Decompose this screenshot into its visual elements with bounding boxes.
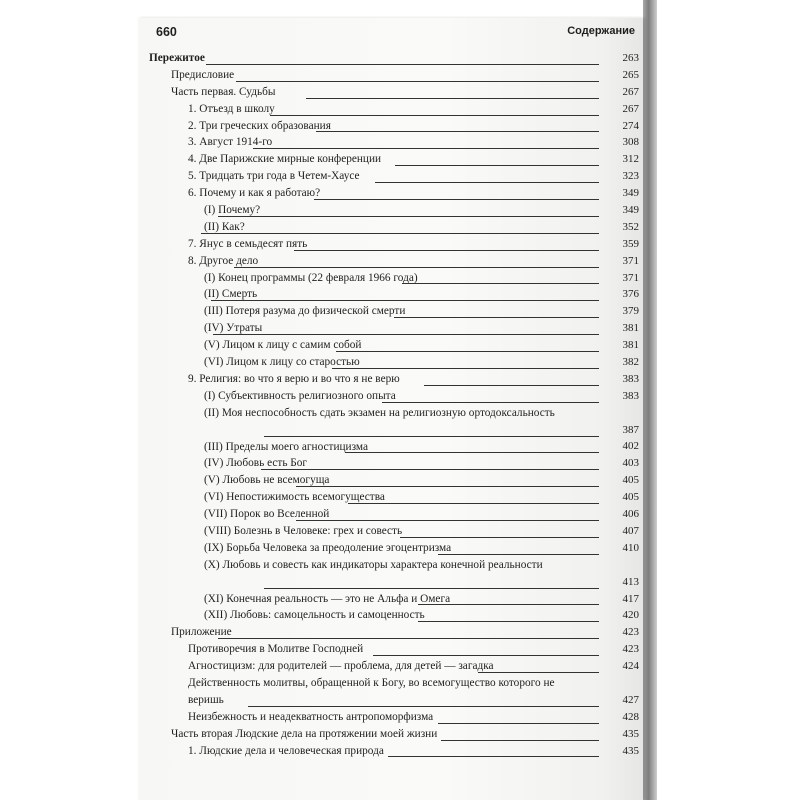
toc-entry (138, 607, 643, 624)
toc-entry-page: 371 (622, 254, 639, 267)
toc-entry-title: 2. Три греческих образования (188, 119, 331, 132)
toc-entry-page: 406 (622, 508, 639, 521)
toc-entry (138, 455, 643, 472)
toc-entry-page: 423 (622, 626, 639, 639)
toc-entry (138, 743, 643, 760)
toc-entry (138, 489, 643, 506)
toc-entry (138, 286, 643, 303)
toc-entry (138, 101, 643, 118)
toc-entry (138, 185, 643, 202)
toc-entry (138, 134, 643, 151)
toc-entry-title: Пережитое (149, 52, 205, 64)
toc-entry (138, 405, 643, 439)
toc-entry-page: 405 (622, 474, 639, 487)
toc-leader-line (296, 486, 599, 487)
toc-leader-line (402, 283, 599, 284)
toc-entry-page: 349 (622, 187, 639, 200)
toc-entry-page: 405 (622, 491, 639, 504)
toc-entry-page: 312 (622, 153, 639, 166)
toc-entry-page: 352 (622, 220, 639, 233)
toc-leader-line (438, 723, 599, 724)
toc-entry (138, 50, 643, 67)
toc-entry (138, 439, 643, 456)
toc-entry-title: (IV) Утраты (204, 322, 263, 335)
toc-entry-page: 435 (622, 744, 639, 757)
toc-entry-title: Противоречия в Молитве Господней (188, 643, 364, 656)
toc-entry-page: 267 (622, 85, 639, 98)
toc-leader-line (294, 250, 599, 251)
toc-entry-page: 349 (622, 204, 639, 216)
toc-leader-line (418, 621, 599, 622)
toc-entry (138, 523, 643, 540)
toc-leader-line (264, 436, 599, 437)
toc-entry (138, 557, 643, 591)
toc-entry (138, 540, 643, 557)
toc-entry (138, 67, 643, 84)
toc-entry-page: 417 (622, 592, 639, 605)
toc-entry-title: (V) Любовь не всемогуща (204, 474, 330, 487)
toc-leader-line (248, 706, 599, 707)
page-number: 660 (156, 25, 177, 39)
toc-leader-line (296, 520, 599, 521)
toc-leader-line (382, 402, 599, 403)
toc-leader-line (332, 368, 599, 369)
toc-entry-title: 8. Другое дело (188, 254, 259, 267)
toc-entry-title: Приложение (171, 626, 232, 639)
toc-leader-line (395, 165, 599, 166)
toc-entry-title: (I) Конец программы (22 февраля 1966 года) (204, 271, 418, 284)
toc-entry (138, 641, 643, 658)
toc-entry (138, 118, 643, 135)
toc-entry-page: 428 (622, 710, 639, 723)
table-of-contents (138, 50, 643, 759)
toc-entry (138, 472, 643, 489)
toc-entry-title: (X) Любовь и совесть как индикаторы характера конечной реальности (204, 558, 543, 571)
toc-entry-page: 267 (622, 102, 639, 115)
toc-entry (138, 151, 643, 168)
toc-leader-line (375, 182, 599, 183)
toc-entry-page: 263 (622, 51, 639, 64)
toc-entry-title: (XII) Любовь: самоцельность и самоценность (204, 609, 425, 622)
toc-entry-page: 379 (622, 305, 639, 318)
toc-entry (138, 624, 643, 641)
toc-entry (138, 270, 643, 287)
toc-entry-title: 1. Отъезд в школу (188, 102, 275, 115)
toc-entry (138, 253, 643, 270)
toc-entry-title: Часть первая. Судьбы (171, 85, 276, 98)
toc-entry-page: 381 (622, 339, 639, 352)
toc-entry (138, 506, 643, 523)
toc-leader-line (306, 98, 599, 99)
toc-entry-title: Действенность молитвы, обращенной к Богу, во всемогущество которого не веришь (188, 676, 555, 706)
toc-entry-page: 424 (622, 660, 639, 673)
toc-entry-title: Часть вторая Людские дела на протяжении моей жизни (171, 727, 438, 740)
toc-leader-line (234, 267, 599, 268)
toc-entry-page: 435 (622, 727, 639, 740)
toc-entry-title: 7. Янус в семьдесят пять (188, 237, 308, 250)
toc-leader-line (438, 554, 599, 555)
toc-leader-line (314, 199, 599, 200)
toc-entry-title: (I) Субъективность религиозного опыта (204, 389, 396, 402)
toc-entry-title: Агностицизм: для родителей — проблема, для детей — загадка (188, 660, 494, 673)
toc-entry-title: (VII) Порок во Вселенной (204, 508, 330, 521)
toc-entry-title: (II) Моя неспособность сдать экзамен на религиозную ортодоксальность (204, 406, 555, 419)
toc-entry-page: 383 (622, 389, 639, 402)
toc-leader-line (373, 655, 599, 656)
toc-entry-title: (IX) Борьба Человека за преодоление эгоцентризма (204, 541, 452, 554)
toc-entry (138, 84, 643, 101)
toc-leader-line (424, 385, 599, 386)
running-head: Содержание (567, 25, 635, 37)
toc-entry-title: (XI) Конечная реальность — это не Альфа и Омега (204, 592, 451, 605)
toc-entry-title: (V) Лицом к лицу с самим собой (204, 339, 362, 352)
toc-entry (138, 236, 643, 253)
toc-entry (138, 337, 643, 354)
toc-leader-line (213, 334, 599, 335)
toc-entry (138, 675, 643, 709)
toc-entry (138, 354, 643, 371)
toc-entry-page: 427 (622, 693, 639, 706)
toc-entry-page: 403 (622, 457, 639, 470)
toc-entry-title: (IV) Любовь есть Бог (204, 457, 308, 470)
toc-entry (138, 658, 643, 675)
toc-entry-title: Неизбежность и неадекватность антропоморфизма (188, 710, 434, 723)
toc-leader-line (218, 216, 599, 217)
toc-leader-line (348, 503, 599, 504)
toc-entry-title: (I) Почему? (204, 204, 261, 217)
toc-entry (138, 709, 643, 726)
toc-leader-line (218, 638, 599, 639)
toc-entry (138, 388, 643, 405)
toc-leader-line (394, 317, 599, 318)
toc-leader-line (270, 115, 599, 116)
toc-entry-page: 383 (622, 372, 639, 385)
toc-leader-line (388, 756, 599, 757)
toc-entry-title: (VI) Лицом к лицу со старостью (204, 356, 360, 369)
toc-entry-title: 5. Тридцать три года в Четем-Хаусе (188, 170, 360, 183)
toc-entry-page: 376 (622, 288, 639, 301)
toc-entry-page: 413 (622, 575, 639, 588)
toc-leader-line (253, 148, 599, 149)
toc-leader-line (201, 233, 599, 234)
toc-leader-line (418, 604, 599, 605)
toc-entry-title: 1. Людские дела и человеческая природа (188, 744, 384, 757)
toc-leader-line (206, 64, 599, 65)
toc-entry-page: 387 (622, 423, 639, 436)
toc-entry (138, 320, 643, 337)
toc-entry-page: 308 (622, 136, 639, 149)
toc-entry-page: 371 (622, 271, 639, 284)
toc-entry-title: (VIII) Болезнь в Человеке: грех и совесть (204, 524, 403, 537)
toc-entry-title: (II) Как? (204, 220, 245, 233)
toc-entry-page: 402 (622, 440, 639, 453)
toc-entry-title: (III) Потеря разума до физической смерти (204, 305, 406, 318)
toc-entry-page: 381 (622, 322, 639, 335)
toc-leader-line (336, 351, 599, 352)
toc-leader-line (261, 469, 599, 470)
book-spine-shadow (643, 0, 657, 800)
toc-entry (138, 202, 643, 219)
toc-leader-line (400, 537, 599, 538)
toc-entry-page: 407 (622, 524, 639, 537)
toc-entry-page: 423 (622, 643, 639, 656)
toc-leader-line (316, 131, 599, 132)
toc-leader-line (211, 300, 599, 301)
toc-leader-line (264, 588, 599, 589)
toc-entry (138, 219, 643, 236)
toc-leader-line (441, 740, 599, 741)
toc-entry (138, 371, 643, 388)
toc-entry (138, 726, 643, 743)
toc-entry-title: Предисловие (171, 68, 235, 81)
toc-entry-title: (II) Смерть (204, 288, 258, 301)
toc-entry-page: 265 (622, 68, 639, 81)
toc-entry-title: (VI) Непостижимость всемогущества (204, 491, 385, 504)
toc-entry-page: 410 (622, 541, 639, 554)
toc-leader-line (345, 452, 599, 453)
toc-entry (138, 303, 643, 320)
toc-entry-page: 382 (622, 356, 639, 369)
toc-entry-title: 4. Две Парижские мирные конференции (188, 153, 382, 166)
book-page (138, 18, 643, 800)
toc-entry-page: 274 (622, 119, 639, 132)
toc-entry-title: 9. Религия: во что я верю и во что я не верю (188, 372, 400, 385)
toc-leader-line (236, 81, 599, 82)
toc-entry-title: (III) Пределы моего агностицизма (204, 440, 368, 453)
toc-entry (138, 168, 643, 185)
toc-entry-title: 6. Почему и как я работаю? (188, 187, 321, 200)
toc-entry (138, 591, 643, 608)
toc-entry-page: 359 (622, 237, 639, 250)
toc-entry-page: 323 (622, 170, 639, 183)
toc-entry-title: 3. Август 1914-го (188, 136, 273, 149)
toc-entry-page: 420 (622, 609, 639, 622)
toc-leader-line (478, 672, 599, 673)
